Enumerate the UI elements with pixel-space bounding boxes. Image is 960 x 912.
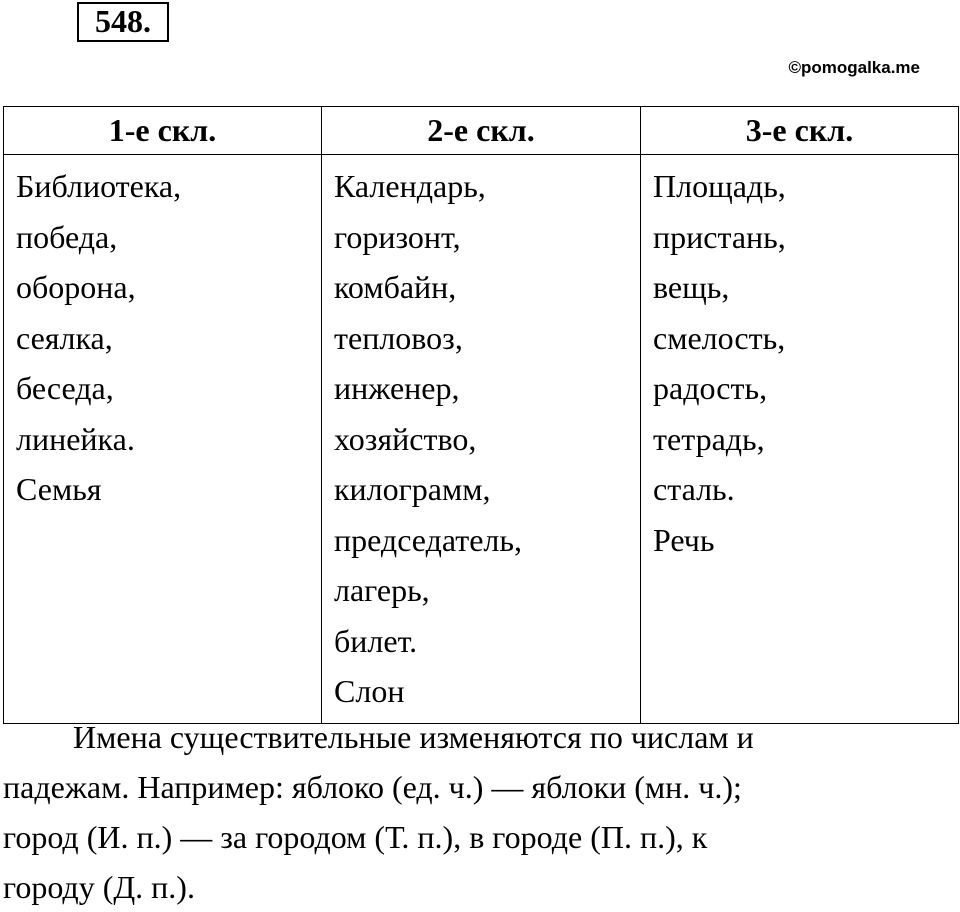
list-item: хозяйство, (334, 420, 477, 457)
explanation-paragraph (3, 712, 953, 912)
list-item: билет. (334, 622, 418, 659)
list-item: Слон (334, 673, 405, 709)
task-number: 548. (77, 2, 169, 42)
list-item: победа, (16, 218, 118, 255)
list-item: Речь (653, 521, 715, 558)
third-declension-cell (641, 155, 959, 724)
list-item: беседа, (16, 370, 114, 406)
list-item: смелость, (653, 319, 786, 356)
paragraph-line: город (И. п.) — за городом (Т. п.), в городе (П. п.), к (3, 819, 708, 855)
list-item: сеялка, (16, 319, 113, 356)
list-item: председатель, (334, 521, 522, 558)
list-item: радость, (653, 370, 768, 406)
list-item: лагерь, (334, 572, 430, 608)
header-first-declension: 1-е скл. (4, 107, 322, 155)
header-third-declension: 3-е скл. (641, 107, 959, 155)
list-item: Библиотека, (16, 168, 182, 204)
list-item: комбайн, (334, 269, 457, 305)
list-item: килограмм, (334, 471, 491, 507)
first-declension-cell (4, 155, 322, 724)
second-declension-cell (322, 155, 641, 724)
list-item: сталь. (653, 471, 735, 507)
list-item: Семья (16, 471, 102, 507)
list-item: тетрадь, (653, 420, 765, 457)
list-item: линейка. (16, 420, 135, 457)
paragraph-line: Имена существительные изменяются по числам и (73, 719, 754, 755)
list-item: инженер, (334, 370, 460, 406)
table-header-row (4, 107, 959, 155)
list-item: Площадь, (653, 168, 786, 204)
paragraph-line: падежам. Например: яблоко (ед. ч.) — яблоки (мн. ч.); (3, 769, 742, 805)
declension-table (3, 106, 959, 724)
watermark: ©pomogalka.me (788, 58, 920, 77)
list-item: горизонт, (334, 218, 461, 255)
list-item: пристань, (653, 218, 786, 255)
table-row (4, 155, 959, 724)
paragraph-line: городу (Д. п.). (3, 869, 195, 905)
list-item: Календарь, (334, 168, 486, 204)
list-item: вещь, (653, 269, 730, 305)
list-item: оборона, (16, 269, 136, 305)
list-item: тепловоз, (334, 319, 463, 356)
header-second-declension: 2-е скл. (322, 107, 641, 155)
